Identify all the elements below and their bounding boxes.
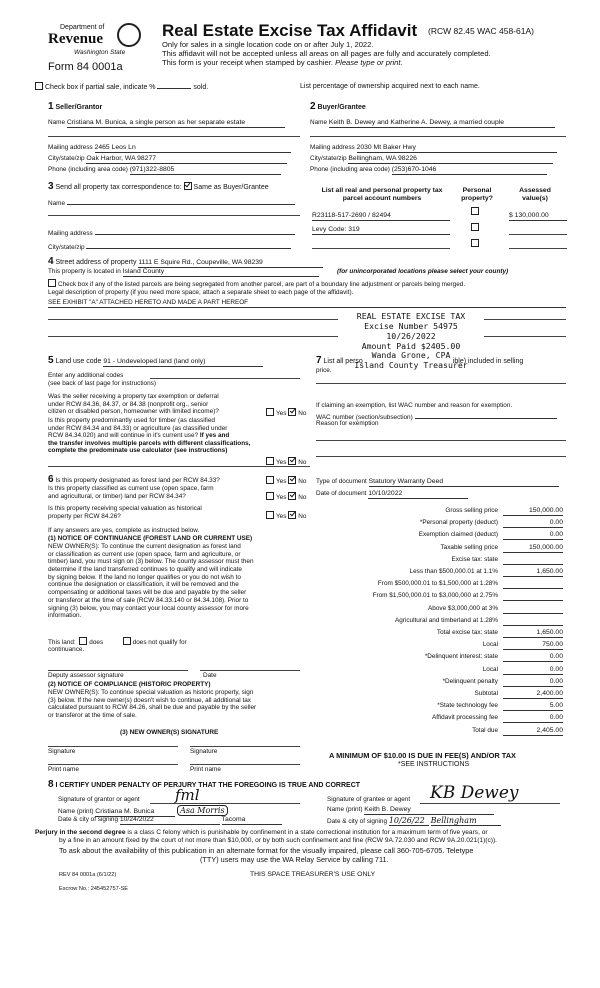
historic-no-checkbox[interactable] (288, 511, 296, 519)
calc-label: Above $3,000,000 at 3% (428, 604, 498, 612)
deputy-signature-label: Deputy assessor signature (48, 672, 124, 679)
exemption-yesno: Yes No (266, 408, 306, 418)
located-in: This property is located in Island County (48, 268, 319, 277)
calc-label: Exemption claimed (deduct) (418, 531, 498, 539)
forest-question: 6 Is this property designated as forest land per RCW 84.33? (48, 474, 220, 485)
current-use-yes-checkbox[interactable] (266, 492, 274, 500)
see-instructions: *SEE INSTRUCTIONS (398, 761, 470, 768)
grantor-date-row: Date & city of signing 10/24/2022 Tacoma (58, 816, 282, 825)
grantee-name-row: Name (print) Keith B. Dewey (327, 806, 494, 815)
owner-signature-1: Signature (48, 748, 76, 755)
minimum-due: A MINIMUM OF $10.00 IS DUE IN FEE(S) AND/OR TAX (329, 751, 516, 760)
calc-label: Gross selling price (445, 507, 498, 514)
notice-continuance: (1) NOTICE OF CONTINUANCE (FOREST LAND OR CURRENT USE) (48, 535, 253, 542)
header-line-2: This affidavit will not be accepted unless all areas on all pages are fully and accurately completed. (162, 49, 491, 58)
calc-value: 0.00 (503, 666, 563, 675)
calc-value (503, 617, 563, 626)
calc-value (503, 605, 563, 614)
personal-header: Personal property? (461, 187, 493, 203)
document-type: Type of document Statutory Warranty Deed (316, 478, 559, 487)
calc-label: *Delinquent interest: state (424, 653, 498, 661)
calc-value: 0.00 (503, 653, 563, 662)
header-line-3: This form is your receipt when stamped by cashier. Please type or print. (162, 58, 403, 67)
forest-no-checkbox[interactable] (288, 476, 296, 484)
calc-value: 1,650.00 (503, 629, 563, 638)
calc-value: 5.00 (503, 702, 563, 711)
alt-format-1: To ask about the availability of this publication in an alternate format for the visually impaired, please call 360-705-6705. Teletype (59, 846, 474, 855)
calc-label: Total excise tax: state (436, 629, 498, 636)
legal-desc-label: Legal description of property (if you need more space, attach a separate sheet to each page of the affidavit). (48, 289, 354, 296)
timber-no-checkbox[interactable] (288, 457, 296, 465)
timber-question: Is this property predominantly used for timber (as classified under RCW 84.34 and 84.33) or agriculture (as classified under RCW 84.34.020) and will continue in it's current use? If yes and the transfer involves multiple parcels with different classifications, complete the predominate use calculator (see instructions) (48, 417, 251, 455)
owner-printname-1: Print name (48, 766, 79, 773)
header-line-1: Only for sales in a single location code on or after July 1, 2022. (162, 40, 374, 49)
calc-value: 0.00 (503, 519, 563, 528)
owner-printname-2: Print name (190, 766, 221, 773)
does-checkbox[interactable] (79, 637, 87, 645)
exemption-yes-checkbox[interactable] (266, 408, 274, 416)
exhibit-text: SEE EXHIBIT "A" ATTACHED HERETO AND MADE A PART HEREOF (48, 299, 566, 308)
calc-label: *Personal property (deduct) (419, 519, 498, 527)
send-city: City/state/zip (48, 241, 291, 252)
buyer-name: Name Keith B. Dewey and Katherine A. Dewey, a married couple (310, 119, 555, 128)
calc-label: Subtotal (474, 690, 498, 697)
buyer-heading: 2 Buyer/Grantee (310, 101, 366, 112)
personal-checkbox-3[interactable] (471, 239, 479, 247)
agency-logo-icon (117, 23, 141, 47)
calc-label: Affidavit processing fee (432, 714, 498, 722)
historic-yesno: Yes No (266, 511, 306, 521)
calc-label: *State technology fee (437, 702, 498, 710)
rcw-ref: (RCW 82.45 WAC 458-61A) (428, 26, 534, 36)
exemption-no-checkbox[interactable] (288, 408, 296, 416)
seller-heading: 1 Seller/Grantor (48, 101, 103, 112)
calc-label: *Delinquent penalty (442, 677, 498, 685)
parcel-number: R23118-517-2690 / 82494 (312, 212, 450, 221)
calc-label: Agricultural and timberland at 1.28% (394, 616, 498, 624)
form-number: Form 84 0001a (48, 61, 123, 73)
partial-sale-row: Check box if partial sale, indicate % sold. (35, 82, 208, 92)
personal-property-list: 7 List all perso ible) included in selling (316, 355, 524, 366)
price-label: price. (316, 367, 332, 374)
state-name: Washington State (74, 49, 126, 56)
ownership-note: List percentage of ownership acquired next to each name. (300, 83, 480, 90)
assessed-header: Assessed value(s) (519, 187, 551, 203)
seller-phone: Phone (including area code) (971)322-8805 (48, 166, 281, 175)
calc-value (503, 556, 563, 565)
calc-value: 0.00 (503, 714, 563, 723)
seller-name: Name Cristiana M. Bunica, a single person as her separate estate (48, 119, 285, 128)
historic-yes-checkbox[interactable] (266, 511, 274, 519)
parcel-header: List all real and personal property tax parcel account numbers (321, 187, 443, 203)
any-answers: If any answers are yes, complete as instructed below. (48, 527, 200, 534)
does-not-checkbox[interactable] (123, 637, 131, 645)
dept-of: Department of (60, 24, 105, 31)
send-mail: Mailing address (48, 227, 295, 238)
form-revision: REV 84 0001a (6/1/22) (59, 872, 117, 878)
alt-format-2: (TTY) users may use the WA Relay Service by calling 711. (200, 855, 389, 864)
calc-label: Local (482, 665, 498, 673)
buyer-city: City/state/zip Bellingham, WA 98226 (310, 155, 553, 164)
grantor-signature-label: Signature of grantor or agent (58, 796, 140, 803)
agency-name: Revenue (48, 31, 103, 47)
forest-yesno: Yes No (266, 476, 306, 486)
treasurer-space: THIS SPACE TREASURER'S USE ONLY (250, 871, 376, 878)
forest-yes-checkbox[interactable] (266, 476, 274, 484)
perjury-line-1: Perjury in the second degree is a class C felony which is punishable by confinement in a state correctional institution for a maximum term of five years, or (35, 829, 488, 836)
continuance-label: continuance. (48, 646, 85, 653)
document-date: Date of document 10/10/2022 (316, 490, 468, 499)
notice-compliance: (2) NOTICE OF COMPLIANCE (HISTORIC PROPERTY) (48, 681, 211, 688)
seller-mail: Mailing address 2465 Leos Ln (48, 144, 291, 153)
grantor-signature: fml (175, 786, 200, 804)
owner-signature-2: Signature (190, 748, 218, 755)
calc-label: Taxable selling price (440, 543, 498, 551)
excise-stamp: REAL ESTATE EXCISE TAX Excise Number 54975 10/26/2022 Amount Paid $2405.00 Wanda Grone, CPA Island County Treasurer (338, 312, 484, 371)
current-use-no-checkbox[interactable] (288, 492, 296, 500)
segregated-checkbox[interactable] (48, 279, 56, 287)
exemption-question: Was the seller receiving a property tax exemption or deferral under RCW 84.36, 84.37, or 84.38 (nonprofit org., senior citizen or disabled person, homeowner with limited income)? (48, 393, 219, 416)
calc-value: 0.00 (503, 531, 563, 540)
calc-label: Total due (472, 726, 498, 734)
segregated-row: Check box if any of the listed parcels are being segregated from another parcel, are part of a boundary line adjustment or parcels being merged. (48, 279, 465, 289)
grantee-date-row: Date & city of signing 10/26/22 Bellingham (327, 816, 501, 826)
send-heading: 3 Send all property tax correspondence to: Same as Buyer/Grantee (48, 181, 269, 192)
grantee-signature-label: Signature of grantee or agent (327, 796, 411, 803)
calc-value: 2,405.00 (503, 727, 563, 736)
deputy-date-label: Date (203, 672, 217, 679)
calc-value (503, 592, 563, 601)
compliance-text: NEW OWNER(S): To continue special valuation as historic property, sign (3) below. If the new owner(s) doesn't wish to continue, all additional tax calculated pursuant to RCW 84.26, shall be due and payable by the seller or transferor at the time of sale. (48, 689, 257, 720)
timber-yes-checkbox[interactable] (266, 457, 274, 465)
timber-yesno: Yes No (266, 457, 306, 467)
additional-codes: Enter any additional codes (see back of last page for instructions) (48, 372, 156, 387)
current-use-question: Is this property classified as current use (open space, farm and agricultural, or timber) land per RCW 84.34? (48, 485, 214, 500)
seller-city: City/state/zip Oak Harbor, WA 98277 (48, 155, 287, 164)
calc-value: 1,650.00 (503, 568, 563, 577)
calc-label: Less than $500,000.01 at 1.1% (409, 568, 498, 575)
calc-label: Local (482, 641, 498, 649)
calc-value: 150,000.00 (503, 544, 563, 553)
personal-checkbox-1[interactable] (471, 207, 479, 215)
this-land-row: This land: does does not qualify for (48, 639, 187, 646)
send-name: Name (48, 197, 295, 208)
street-address: 4 Street address of property 1111 E Squire Rd., Coupeville, WA 98239 (48, 256, 323, 268)
same-as-buyer-checkbox[interactable] (184, 182, 192, 190)
calc-value: 0.00 (503, 678, 563, 687)
calc-label: From $1,500,000.01 to $3,000,000 at 2.75% (372, 592, 498, 600)
assessed-value: $ 130,000.00 (509, 212, 567, 221)
buyer-mail: Mailing address 2030 Mt Baker Hwy (310, 144, 557, 153)
buyer-phone: Phone (including area code) (253)670-1046 (310, 166, 547, 175)
calc-value (503, 580, 563, 589)
perjury-line-2: by a fine in an amount fixed by the court of not more than $10,000, or by both such confinement and fine (RCW 9A.72.030 and RCW 9A.20.021(1)(c)). (59, 837, 497, 844)
uninc-note: (for unincorporated locations please select your county) (337, 268, 509, 275)
exemption-reason: Reason for exemption (316, 420, 379, 427)
calc-value: 2,400.00 (503, 690, 563, 699)
personal-checkbox-2[interactable] (471, 223, 479, 231)
partial-sale-checkbox[interactable] (35, 82, 43, 90)
land-use-code: 5 Land use code 91 - Undeveloped land (land only) (48, 355, 263, 367)
continuance-text: NEW OWNER(S): To continue the current designation as forest land or classification as current use (open space, farm and agriculture, or timber) land, you must sign on (3) below. The county assessor must then determine if the land transferred continues to qualify and will indicate by signing below. If the land no longer qualifies or you do not wish to continue the designation or classification, it will be removed and the compensating or additional taxes will be due and payable by the seller or transferor at the time of sale (RCW 84.33.140 or 84.34.108). Prior to signing (3) below, you may contact your local county assessor for more information. (48, 543, 254, 620)
claim-exemption: If claiming an exemption, list WAC number and reason for exemption. (316, 402, 513, 409)
grantor-name-row: Name (print) Cristiana M. Bunica Asa Morris (58, 806, 228, 817)
grantee-signature: KB Dewey (430, 783, 519, 803)
calc-value: 150,000.00 (503, 507, 563, 516)
new-owner-signature-heading: (3) NEW OWNER(S) SIGNATURE (120, 729, 219, 736)
calc-value: 750.00 (503, 641, 563, 650)
historic-question: Is this property receiving special valuation as historical property per RCW 84.26? (48, 505, 202, 520)
calc-label: From $500,000.01 to $1,500,000 at 1.28% (377, 580, 498, 588)
calc-label: Excise tax: state (451, 555, 498, 563)
levy-code: Levy Code: 319 (312, 226, 450, 235)
form-title: Real Estate Excise Tax Affidavit (162, 21, 418, 40)
certify-heading: 8 I CERTIFY UNDER PENALTY OF PERJURY THAT THE FOREGOING IS TRUE AND CORRECT (48, 779, 361, 790)
escrow-number: Escrow No.: 245452757-SE (59, 886, 129, 892)
current-use-yesno: Yes No (266, 492, 306, 502)
wac-number: WAC number (section/subsection) (316, 411, 557, 422)
